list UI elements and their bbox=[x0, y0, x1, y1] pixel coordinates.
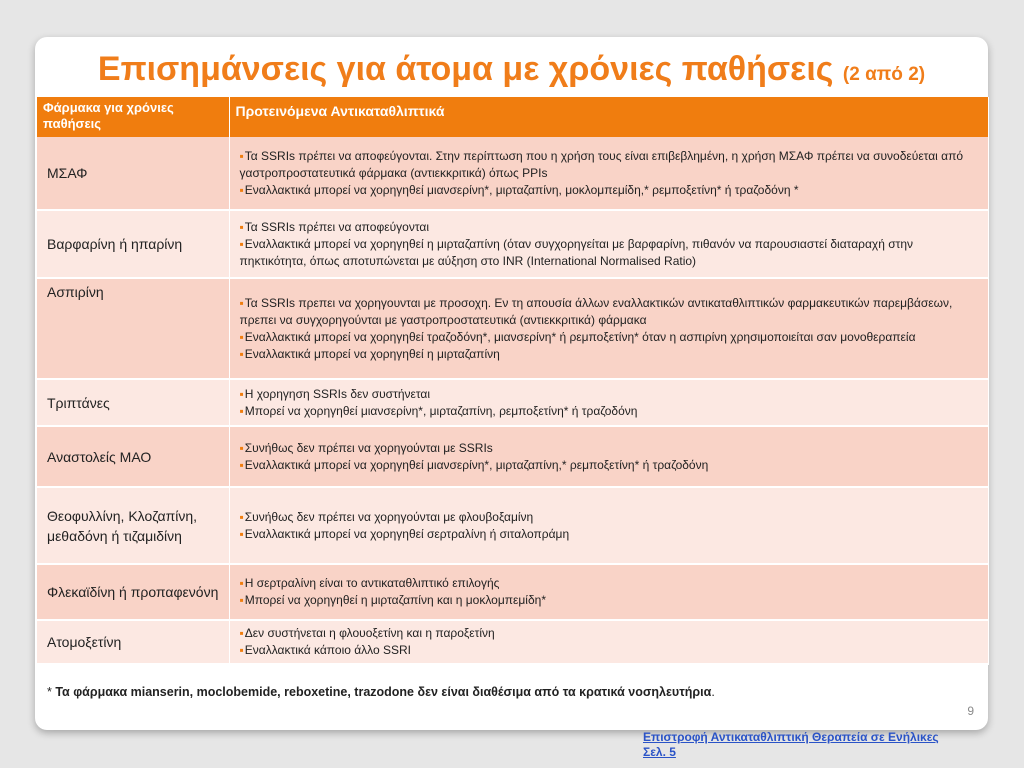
note-item: ▪ Εναλλακτικά μπορεί να χορηγηθεί η μιρταζαπίνη (όταν συγχορηγείται με βαρφαρίνη, πιθανόν να παρουσιαστεί διαταραχή στην πηκτικότητα, όπως αποτυπώνεται με αύξηση στο INR (International Normalised Ratio) bbox=[240, 236, 978, 270]
drug-cell: Αναστολείς ΜΑΟ bbox=[37, 426, 229, 487]
note-item: ▪ Δεν συστήνεται η φλουοξετίνη και η παροξετίνη bbox=[240, 625, 978, 642]
title-sub: (2 από 2) bbox=[842, 64, 926, 85]
table-row bbox=[37, 210, 988, 278]
notes-cell bbox=[229, 210, 988, 278]
page-title bbox=[35, 50, 988, 89]
footnote-star: * bbox=[47, 685, 56, 699]
note-item: ▪ Εναλλακτικά μπορεί να χορηγηθεί μιανσερίνη*, μιρταζαπίνη, μοκλομπεμίδη,* ρεμποξετίνη* ή τραζοδόνη * bbox=[240, 182, 978, 199]
note-item: ▪ Εναλλακτικά μπορεί να χορηγηθεί τραζοδόνη*, μιανσερίνη* ή ρεμποξετίνη* όταν η ασπιρίνη χρησιμοποιείται σαν μονοθεραπεία bbox=[240, 329, 978, 346]
table-row bbox=[37, 487, 988, 564]
table-row bbox=[37, 620, 988, 664]
drug-cell: Φλεκαϊδίνη ή προπαφενόνη bbox=[37, 564, 229, 620]
drug-cell: Ασπιρίνη bbox=[37, 278, 229, 379]
drug-cell: Θεοφυλλίνη, Κλοζαπίνη, μεθαδόνη ή τιζαμιδίνη bbox=[37, 487, 229, 564]
note-item: ▪ Η σερτραλίνη είναι το αντικαταθλιπτικό επιλογής bbox=[240, 575, 978, 592]
drug-cell: Ατομοξετίνη bbox=[37, 620, 229, 664]
table-row bbox=[37, 426, 988, 487]
footnote bbox=[47, 685, 715, 699]
table-row bbox=[37, 278, 988, 379]
slide bbox=[35, 37, 988, 730]
note-item: ▪ Μπορεί να χορηγηθεί μιανσερίνη*, μιρταζαπίνη, ρεμποξετίνη* ή τραζοδόνη bbox=[240, 403, 978, 420]
footnote-end: . bbox=[711, 685, 715, 699]
note-item: ▪ Εναλλακτικά κάποιο άλλο SSRI bbox=[240, 642, 978, 659]
header-antidepressants: Προτεινόμενα Αντικαταθλιπτικά bbox=[229, 97, 988, 137]
notes-cell bbox=[229, 426, 988, 487]
table-row bbox=[37, 379, 988, 426]
note-item: ▪ Η χορηγηση SSRIs δεν συστήνεται bbox=[240, 386, 978, 403]
note-item: ▪ Εναλλακτικά μπορεί να χορηγηθεί σερτραλίνη ή σιταλοπράμη bbox=[240, 526, 978, 543]
note-item: ▪ Τα SSRIs πρέπει να αποφεύγονται bbox=[240, 219, 978, 236]
drug-cell: ΜΣΑΦ bbox=[37, 137, 229, 210]
drug-cell: Τριπτάνες bbox=[37, 379, 229, 426]
footnote-text: Τα φάρμακα mianserin, moclobemide, reboxetine, trazodone δεν είναι διαθέσιμα από τα κρατικά νοσηλευτήρια bbox=[55, 685, 712, 699]
notes-cell bbox=[229, 379, 988, 426]
table-row bbox=[37, 137, 988, 210]
notes-cell bbox=[229, 564, 988, 620]
notes-cell bbox=[229, 278, 988, 379]
note-item: ▪ Συνήθως δεν πρέπει να χορηγούνται με φλουβοξαμίνη bbox=[240, 509, 978, 526]
note-item: ▪ Εναλλακτικά μπορεί να χορηγηθεί μιανσερίνη*, μιρταζαπίνη,* ρεμποξετίνη* ή τραζοδόνη bbox=[240, 457, 978, 474]
note-item: ▪ Συνήθως δεν πρέπει να χορηγούνται με SSRIs bbox=[240, 440, 978, 457]
note-item: ▪ Εναλλακτικά μπορεί να χορηγηθεί η μιρταζαπίνη bbox=[240, 346, 978, 363]
table-header-row bbox=[37, 97, 988, 137]
drug-cell: Βαρφαρίνη ή ηπαρίνη bbox=[37, 210, 229, 278]
recommendations-table bbox=[37, 97, 989, 665]
note-item: ▪ Τα SSRIs πρεπει να χορηγουνται με προσοχη. Εν τη απουσία άλλων εναλλακτικών αντικαταθλιπτικών φαρμακευτικών παρεμβάσεων, πρεπει να συγχορηγούνται με γαστροπροστατευτικά (αντιεκκριτικά) φάρμακα bbox=[240, 295, 978, 329]
title-main: Επισημάνσεις για άτομα με χρόνιες παθήσεις bbox=[97, 50, 834, 88]
table-row bbox=[37, 564, 988, 620]
notes-cell bbox=[229, 137, 988, 210]
back-to-adult-therapy-link[interactable]: Επιστροφή Αντικαταθλιπτική Θεραπεία σε Ενήλικες Σελ. 5 bbox=[643, 730, 939, 759]
header-chronic-drugs: Φάρμακα για χρόνιες παθήσεις bbox=[37, 97, 229, 137]
note-item: ▪ Τα SSRIs πρέπει να αποφεύγονται. Στην περίπτωση που η χρήση τους είναι επιβεβλημένη, η χρήση ΜΣΑΦ πρέπει να συνοδεύεται από γαστροπροστατευτικά φάρμακα (αντιεκκριτικά) όπως PPIs bbox=[240, 148, 978, 182]
page-number: 9 bbox=[967, 704, 974, 718]
note-item: ▪ Μπορεί να χορηγηθεί η μιρταζαπίνη και η μοκλομπεμίδη* bbox=[240, 592, 978, 609]
notes-cell bbox=[229, 487, 988, 564]
notes-cell bbox=[229, 620, 988, 664]
